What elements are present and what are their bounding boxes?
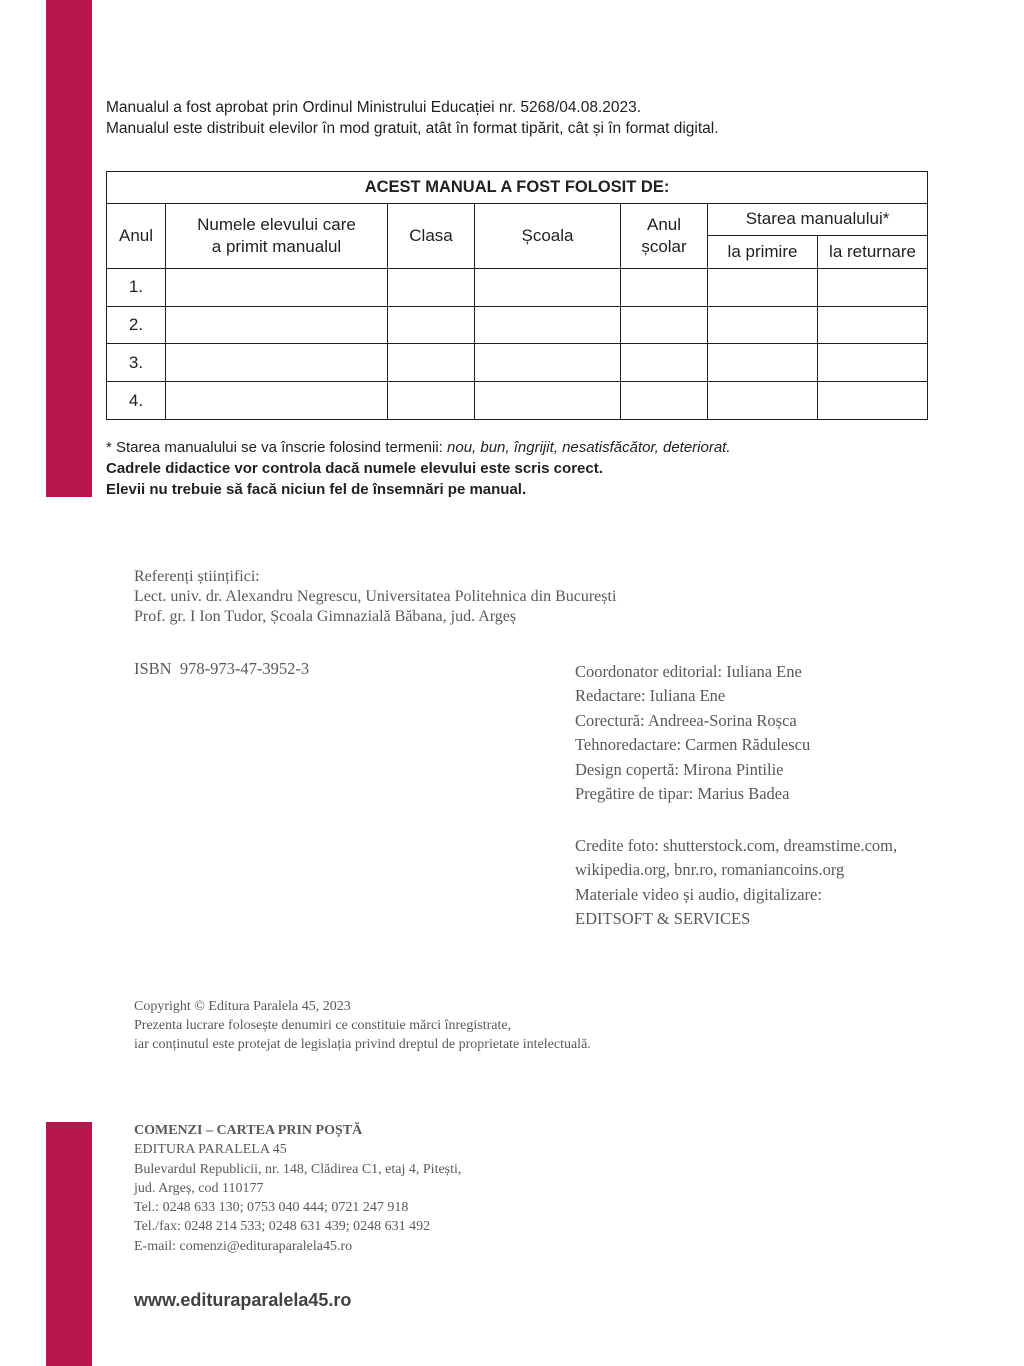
editorial-credits	[575, 660, 810, 806]
legal-line: iar conținutul este protejat de legislația privind dreptul de proprietate intelectuală.	[134, 1037, 591, 1052]
cell-return	[818, 382, 928, 420]
row-number: 1.	[107, 268, 166, 306]
header-condition-return: la returnare	[818, 236, 928, 269]
header-student-line: Numele elevului care	[197, 214, 356, 234]
orders-publisher: EDITURA PARALELA 45	[134, 1142, 287, 1158]
copyright-block	[134, 997, 591, 1054]
photo-credit-line: Credite foto: shutterstock.com, dreamstime.com,	[575, 836, 898, 855]
copyright-line: Copyright © Editura Paralela 45, 2023	[134, 999, 351, 1014]
header-condition: Starea manualului*	[708, 203, 928, 236]
orders-heading: COMENZI – CARTEA PRIN POȘTĂ	[134, 1123, 363, 1138]
row-number: 2.	[107, 306, 166, 344]
cell-class	[388, 306, 475, 344]
side-accent-bar-top	[46, 0, 124, 497]
table-row	[107, 344, 928, 382]
cell-student	[166, 382, 388, 420]
students-note: Elevii nu trebuie să facă niciun fel de însemnări pe manual.	[106, 481, 527, 498]
table-row	[107, 382, 928, 420]
orders-block	[134, 1121, 461, 1256]
media-credit-line: EDITSOFT & SERVICES	[575, 909, 751, 929]
cell-receive	[708, 344, 818, 382]
header-school: Școala	[475, 203, 621, 268]
teachers-note: Cadrele didactice vor controla dacă numele elevului este scris corect.	[106, 460, 603, 477]
cell-school-year	[621, 344, 708, 382]
row-number: 3.	[107, 344, 166, 382]
credit-editing: Redactare: Iuliana Ene	[575, 686, 726, 706]
cell-student	[166, 306, 388, 344]
cell-class	[388, 344, 475, 382]
approval-statement	[106, 97, 946, 139]
header-year: Anul	[107, 203, 166, 268]
cell-school	[475, 306, 621, 344]
cell-receive	[708, 306, 818, 344]
condition-note	[106, 437, 966, 458]
credit-typesetting: Tehnoredactare: Carmen Rădulescu	[575, 735, 811, 755]
manual-usage-table	[106, 171, 928, 420]
table-row	[107, 268, 928, 306]
cell-school	[475, 382, 621, 420]
orders-email: E-mail: comenzi@edituraparalela45.ro	[134, 1238, 353, 1254]
cell-class	[388, 382, 475, 420]
cell-school	[475, 344, 621, 382]
cell-class	[388, 268, 475, 306]
header-student-line: a primit manualul	[211, 236, 342, 256]
distribution-line: Manualul este distribuit elevilor în mod gratuit, atât în format tipărit, cât și în format digital.	[106, 120, 719, 137]
media-credit-line: Materiale video și audio, digitalizare:	[575, 884, 822, 904]
cell-student	[166, 344, 388, 382]
credit-cover-design: Design copertă: Mirona Pintilie	[575, 759, 784, 779]
orders-address: Bulevardul Republicii, nr. 148, Clădirea C1, etaj 4, Pitești,	[134, 1161, 462, 1177]
cell-school-year	[621, 306, 708, 344]
referent-entry: Prof. gr. I Ion Tudor, Școala Gimnazială Băbana, jud. Argeș	[134, 608, 517, 625]
cell-return	[818, 268, 928, 306]
cell-school-year	[621, 268, 708, 306]
header-school-year-line: Anul	[646, 214, 682, 234]
credit-prepress: Pregătire de tipar: Marius Badea	[575, 784, 790, 804]
header-student-name	[166, 203, 388, 268]
scientific-referents	[134, 567, 616, 627]
cell-return	[818, 306, 928, 344]
cell-school	[475, 268, 621, 306]
cell-return	[818, 344, 928, 382]
credit-coordinator: Coordonator editorial: Iuliana Ene	[575, 662, 802, 681]
isbn: ISBN 978-973-47-3952-3	[134, 659, 310, 678]
header-school-year	[621, 203, 708, 268]
approval-line: Manualul a fost aprobat prin Ordinul Ministrului Educației nr. 5268/04.08.2023.	[106, 99, 642, 116]
table-row	[107, 306, 928, 344]
header-school-year-line: școlar	[641, 236, 687, 256]
photo-credits	[575, 834, 897, 932]
usage-notes	[106, 437, 966, 500]
credit-proofreading: Corectură: Andreea-Sorina Roșca	[575, 710, 797, 730]
side-publisher-label: Editura Paralela 45	[105, 243, 124, 473]
orders-fax: Tel./fax: 0248 214 533; 0248 631 439; 0248 631 492	[134, 1219, 431, 1235]
orders-phone: Tel.: 0248 633 130; 0753 040 444; 0721 247 918	[134, 1200, 409, 1216]
publisher-website: www.edituraparalela45.ro	[134, 1290, 352, 1310]
side-accent-bar-bottom	[46, 1122, 92, 1366]
row-number: 4.	[107, 382, 166, 420]
condition-note-prefix: * Starea manualului se va înscrie folosind termenii:	[106, 439, 448, 456]
cell-receive	[708, 268, 818, 306]
condition-terms: nou, bun, îngrijit, nesatisfăcător, deteriorat.	[447, 439, 731, 456]
orders-address: jud. Argeș, cod 110177	[134, 1180, 264, 1196]
photo-credit-line: wikipedia.org, bnr.ro, romaniancoins.org	[575, 860, 845, 880]
referent-entry: Lect. univ. dr. Alexandru Negrescu, Universitatea Politehnica din București	[134, 588, 617, 605]
cell-receive	[708, 382, 818, 420]
cell-student	[166, 268, 388, 306]
trademark-line: Prezenta lucrare folosește denumiri ce constituie mărci înregistrate,	[134, 1018, 512, 1033]
header-condition-receive: la primire	[708, 236, 818, 269]
cell-school-year	[621, 382, 708, 420]
table-title: ACEST MANUAL A FOST FOLOSIT DE:	[107, 172, 928, 204]
referents-heading: Referenți științifici:	[134, 568, 260, 585]
header-class: Clasa	[388, 203, 475, 268]
